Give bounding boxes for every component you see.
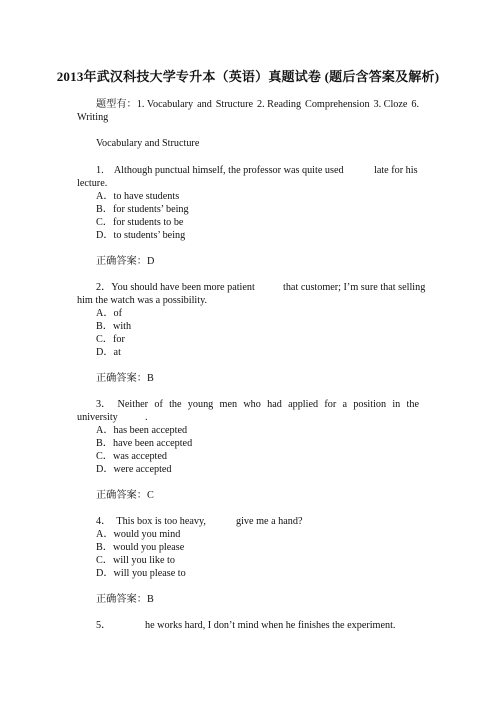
types-word: 6. [411,99,419,110]
answer-value: B [146,373,154,384]
word: had [267,399,282,410]
answer-value: D [146,256,155,267]
answer-value: C [146,490,154,501]
section-heading: Vocabulary and Structure [96,138,200,149]
question-types-line-2: Writing [77,112,109,123]
question-2-text-tail: that customer; I’m sure that selling [283,282,426,293]
word: men [219,399,238,410]
option: A．would you mind [96,529,181,540]
answer-label: 正确答案： [96,373,147,384]
question-3-text-tail: . [145,412,148,423]
word: for [324,399,337,410]
option: D．to students’ being [96,230,186,241]
types-word: 2. Reading [256,99,302,110]
word: applied [288,399,319,410]
option: A．of [96,308,123,319]
types-word: and [197,99,212,110]
option: C．was accepted [96,451,167,462]
question-3-text [96,398,419,411]
word: the [169,399,182,410]
word: in [392,399,401,410]
option: D．will you please to [96,568,186,579]
question-5-text: he works hard, I don’t mind when he finishes the experiment. [145,620,396,631]
types-word: 3. Cloze [373,99,408,110]
word: position [353,399,387,410]
question-2-text-cont: him the watch was a possibility. [77,295,208,306]
word: young [187,399,214,410]
types-word: Comprehension [305,99,370,110]
option: A．to have students [96,191,180,202]
word: the [406,399,419,410]
answer-line [96,489,154,502]
option: D．were accepted [96,464,172,475]
question-5-number: 5． [96,620,112,631]
types-word: 题型有：1. Vocabulary [96,99,194,110]
answer-label: 正确答案： [96,256,147,267]
question-types-line [96,98,419,111]
word: a [342,399,347,410]
question-1-text-cont: lecture. [77,178,108,189]
word: of [154,399,163,410]
option: B．with [96,321,132,332]
question-4-text: 4． This box is too heavy, [96,516,206,527]
word: who [243,399,261,410]
option: B．would you please [96,542,185,553]
option: C．will you like to [96,555,175,566]
question-1-text: 1. Although punctual himself, the professor was quite used [96,165,344,176]
answer-value: B [146,594,154,605]
question-3-text-cont: university [77,412,118,423]
option: D．at [96,347,121,358]
question-4-text-tail: give me a hand? [236,516,303,527]
answer-label: 正确答案： [96,594,147,605]
word: 3． [96,399,112,410]
question-2-text: 2．You should have been more patient [96,282,255,293]
question-1-text-tail: late for his [374,165,418,176]
option: A．has been accepted [96,425,188,436]
page-title: 2013年武汉科技大学专升本（英语）真题试卷 (题后含答案及解析) [56,69,440,84]
answer-label: 正确答案： [96,490,147,501]
option: C．for [96,334,125,345]
option: C．for students to be [96,217,184,228]
option: B．have been accepted [96,438,193,449]
word: Neither [117,399,149,410]
option: B．for students’ being [96,204,189,215]
types-word: Structure [215,99,254,110]
answer-line [96,255,154,268]
answer-line [96,593,154,606]
answer-line [96,372,154,385]
